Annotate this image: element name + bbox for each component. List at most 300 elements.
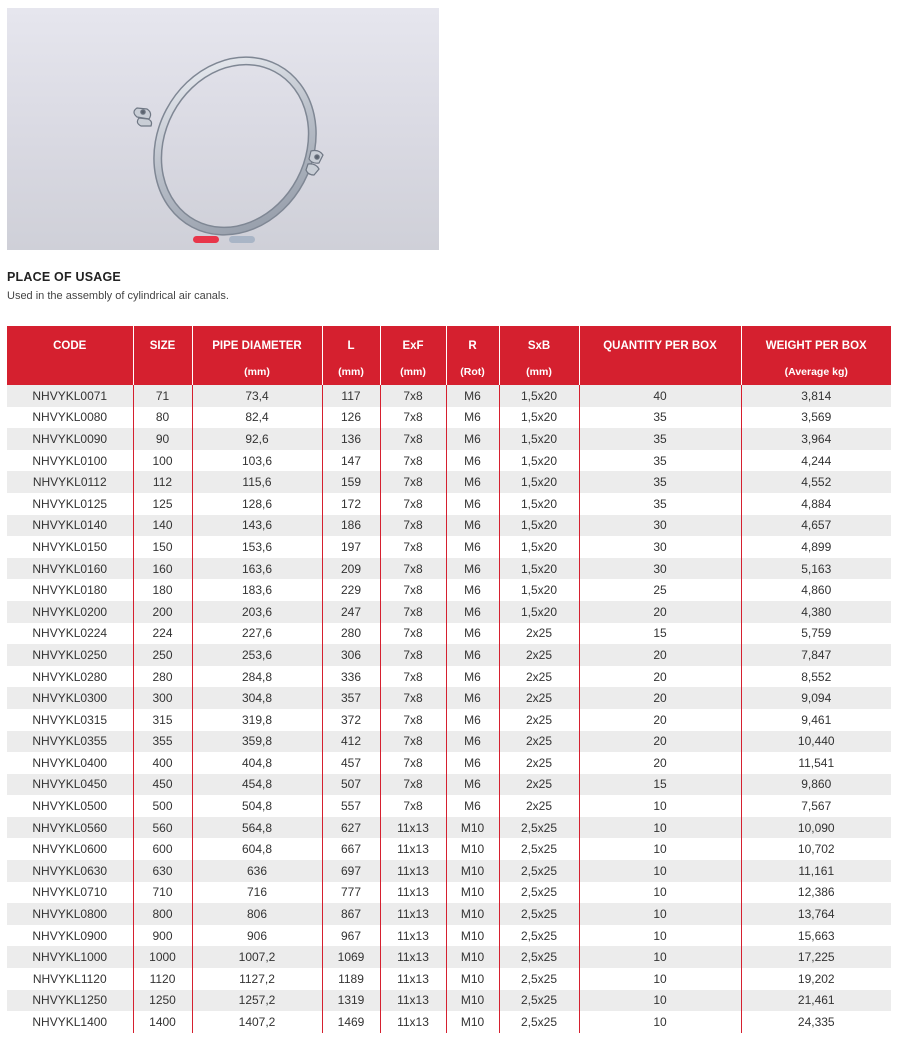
cell-size: 180 xyxy=(133,579,192,601)
cell-weight-per-box: 10,440 xyxy=(741,731,891,753)
cell-exf: 7x8 xyxy=(380,752,446,774)
cell-exf: 11x13 xyxy=(380,817,446,839)
cell-quantity-per-box: 10 xyxy=(579,838,741,860)
header-pipe-diameter: PIPE DIAMETER xyxy=(192,326,322,366)
cell-size: 1120 xyxy=(133,968,192,990)
table-row xyxy=(7,795,891,817)
cell-l: 867 xyxy=(322,903,380,925)
cell-size: 112 xyxy=(133,471,192,493)
cell-code: NHVYKL0150 xyxy=(7,536,133,558)
table-row xyxy=(7,385,891,407)
cell-l: 627 xyxy=(322,817,380,839)
table-header-row xyxy=(7,326,891,366)
usage-description: Used in the assembly of cylindrical air canals. xyxy=(7,290,229,302)
cell-pipe-diameter: 716 xyxy=(192,882,322,904)
cell-size: 400 xyxy=(133,752,192,774)
cell-l: 667 xyxy=(322,838,380,860)
pipe-clamp-illustration xyxy=(7,8,439,250)
cell-code: NHVYKL0071 xyxy=(7,385,133,407)
cell-code: NHVYKL0112 xyxy=(7,471,133,493)
cell-exf: 7x8 xyxy=(380,795,446,817)
table-row xyxy=(7,644,891,666)
cell-exf: 7x8 xyxy=(380,558,446,580)
cell-code: NHVYKL0100 xyxy=(7,450,133,472)
cell-quantity-per-box: 15 xyxy=(579,774,741,796)
cell-r: M6 xyxy=(446,709,499,731)
carousel-indicators xyxy=(7,236,439,246)
table-row xyxy=(7,774,891,796)
cell-sxb: 2x25 xyxy=(499,731,579,753)
cell-exf: 11x13 xyxy=(380,990,446,1012)
table-row xyxy=(7,601,891,623)
cell-sxb: 1,5x20 xyxy=(499,515,579,537)
cell-exf: 7x8 xyxy=(380,666,446,688)
cell-r: M6 xyxy=(446,428,499,450)
cell-l: 336 xyxy=(322,666,380,688)
header-size: SIZE xyxy=(133,326,192,366)
cell-r: M10 xyxy=(446,946,499,968)
cell-quantity-per-box: 10 xyxy=(579,817,741,839)
cell-exf: 7x8 xyxy=(380,644,446,666)
cell-quantity-per-box: 20 xyxy=(579,644,741,666)
cell-r: M10 xyxy=(446,903,499,925)
cell-code: NHVYKL0250 xyxy=(7,644,133,666)
cell-code: NHVYKL0160 xyxy=(7,558,133,580)
cell-l: 557 xyxy=(322,795,380,817)
cell-size: 800 xyxy=(133,903,192,925)
cell-code: NHVYKL0800 xyxy=(7,903,133,925)
cell-code: NHVYKL0080 xyxy=(7,407,133,429)
cell-code: NHVYKL0180 xyxy=(7,579,133,601)
cell-quantity-per-box: 10 xyxy=(579,795,741,817)
cell-l: 357 xyxy=(322,687,380,709)
cell-weight-per-box: 9,860 xyxy=(741,774,891,796)
cell-size: 450 xyxy=(133,774,192,796)
cell-size: 600 xyxy=(133,838,192,860)
cell-sxb: 1,5x20 xyxy=(499,385,579,407)
cell-exf: 7x8 xyxy=(380,493,446,515)
cell-pipe-diameter: 304,8 xyxy=(192,687,322,709)
cell-quantity-per-box: 10 xyxy=(579,882,741,904)
cell-exf: 7x8 xyxy=(380,623,446,645)
cell-pipe-diameter: 128,6 xyxy=(192,493,322,515)
cell-exf: 11x13 xyxy=(380,925,446,947)
cell-r: M10 xyxy=(446,817,499,839)
cell-exf: 7x8 xyxy=(380,407,446,429)
cell-weight-per-box: 15,663 xyxy=(741,925,891,947)
cell-l: 306 xyxy=(322,644,380,666)
cell-weight-per-box: 13,764 xyxy=(741,903,891,925)
table-row xyxy=(7,838,891,860)
cell-code: NHVYKL0355 xyxy=(7,731,133,753)
cell-size: 160 xyxy=(133,558,192,580)
table-row xyxy=(7,817,891,839)
table-row xyxy=(7,968,891,990)
cell-l: 697 xyxy=(322,860,380,882)
cell-pipe-diameter: 82,4 xyxy=(192,407,322,429)
cell-pipe-diameter: 1007,2 xyxy=(192,946,322,968)
cell-sxb: 1,5x20 xyxy=(499,558,579,580)
cell-code: NHVYKL1250 xyxy=(7,990,133,1012)
cell-weight-per-box: 10,090 xyxy=(741,817,891,839)
cell-quantity-per-box: 20 xyxy=(579,709,741,731)
table-body xyxy=(7,385,891,1033)
cell-weight-per-box: 10,702 xyxy=(741,838,891,860)
unit-quantity-per-box xyxy=(579,366,741,385)
cell-sxb: 2x25 xyxy=(499,687,579,709)
cell-quantity-per-box: 35 xyxy=(579,407,741,429)
cell-weight-per-box: 4,899 xyxy=(741,536,891,558)
cell-l: 457 xyxy=(322,752,380,774)
cell-quantity-per-box: 10 xyxy=(579,990,741,1012)
unit-pipe-diameter: (mm) xyxy=(192,366,322,385)
cell-r: M10 xyxy=(446,838,499,860)
unit-r: (Rot) xyxy=(446,366,499,385)
cell-r: M6 xyxy=(446,558,499,580)
cell-exf: 7x8 xyxy=(380,687,446,709)
cell-size: 150 xyxy=(133,536,192,558)
cell-weight-per-box: 21,461 xyxy=(741,990,891,1012)
table-row xyxy=(7,709,891,731)
cell-code: NHVYKL1000 xyxy=(7,946,133,968)
cell-pipe-diameter: 103,6 xyxy=(192,450,322,472)
cell-size: 140 xyxy=(133,515,192,537)
cell-r: M10 xyxy=(446,925,499,947)
cell-quantity-per-box: 30 xyxy=(579,536,741,558)
table-row xyxy=(7,428,891,450)
cell-quantity-per-box: 35 xyxy=(579,471,741,493)
cell-l: 197 xyxy=(322,536,380,558)
cell-exf: 11x13 xyxy=(380,903,446,925)
cell-r: M6 xyxy=(446,450,499,472)
cell-r: M6 xyxy=(446,407,499,429)
cell-size: 125 xyxy=(133,493,192,515)
cell-exf: 7x8 xyxy=(380,536,446,558)
cell-l: 1189 xyxy=(322,968,380,990)
cell-l: 967 xyxy=(322,925,380,947)
cell-pipe-diameter: 1127,2 xyxy=(192,968,322,990)
cell-size: 355 xyxy=(133,731,192,753)
cell-size: 250 xyxy=(133,644,192,666)
cell-weight-per-box: 4,884 xyxy=(741,493,891,515)
cell-size: 630 xyxy=(133,860,192,882)
header-sxb: SxB xyxy=(499,326,579,366)
table-row xyxy=(7,946,891,968)
cell-sxb: 1,5x20 xyxy=(499,493,579,515)
table-row xyxy=(7,687,891,709)
cell-pipe-diameter: 1257,2 xyxy=(192,990,322,1012)
header-r: R xyxy=(446,326,499,366)
cell-pipe-diameter: 564,8 xyxy=(192,817,322,839)
cell-r: M6 xyxy=(446,752,499,774)
cell-exf: 7x8 xyxy=(380,579,446,601)
cell-code: NHVYKL0630 xyxy=(7,860,133,882)
cell-exf: 7x8 xyxy=(380,601,446,623)
cell-code: NHVYKL0500 xyxy=(7,795,133,817)
table-row xyxy=(7,666,891,688)
cell-l: 247 xyxy=(322,601,380,623)
cell-l: 777 xyxy=(322,882,380,904)
cell-exf: 7x8 xyxy=(380,450,446,472)
clamp-lug-left xyxy=(134,108,152,126)
cell-sxb: 2,5x25 xyxy=(499,860,579,882)
cell-weight-per-box: 19,202 xyxy=(741,968,891,990)
unit-weight-per-box: (Average kg) xyxy=(741,366,891,385)
cell-l: 126 xyxy=(322,407,380,429)
cell-pipe-diameter: 203,6 xyxy=(192,601,322,623)
table-row xyxy=(7,1011,891,1033)
cell-l: 507 xyxy=(322,774,380,796)
cell-r: M6 xyxy=(446,795,499,817)
cell-weight-per-box: 5,163 xyxy=(741,558,891,580)
cell-l: 209 xyxy=(322,558,380,580)
cell-weight-per-box: 3,964 xyxy=(741,428,891,450)
cell-sxb: 2x25 xyxy=(499,774,579,796)
cell-pipe-diameter: 73,4 xyxy=(192,385,322,407)
cell-quantity-per-box: 10 xyxy=(579,1011,741,1033)
cell-sxb: 1,5x20 xyxy=(499,579,579,601)
cell-r: M6 xyxy=(446,623,499,645)
cell-weight-per-box: 12,386 xyxy=(741,882,891,904)
cell-sxb: 2,5x25 xyxy=(499,838,579,860)
cell-size: 900 xyxy=(133,925,192,947)
cell-weight-per-box: 11,161 xyxy=(741,860,891,882)
cell-pipe-diameter: 504,8 xyxy=(192,795,322,817)
cell-code: NHVYKL0710 xyxy=(7,882,133,904)
cell-code: NHVYKL0200 xyxy=(7,601,133,623)
cell-size: 80 xyxy=(133,407,192,429)
cell-size: 100 xyxy=(133,450,192,472)
cell-r: M6 xyxy=(446,601,499,623)
table-row xyxy=(7,752,891,774)
cell-quantity-per-box: 30 xyxy=(579,558,741,580)
cell-weight-per-box: 8,552 xyxy=(741,666,891,688)
cell-quantity-per-box: 10 xyxy=(579,860,741,882)
cell-exf: 11x13 xyxy=(380,838,446,860)
cell-quantity-per-box: 10 xyxy=(579,968,741,990)
unit-sxb: (mm) xyxy=(499,366,579,385)
cell-weight-per-box: 9,094 xyxy=(741,687,891,709)
cell-pipe-diameter: 163,6 xyxy=(192,558,322,580)
cell-l: 229 xyxy=(322,579,380,601)
carousel-dot-active[interactable] xyxy=(193,236,219,243)
cell-r: M10 xyxy=(446,1011,499,1033)
cell-r: M6 xyxy=(446,774,499,796)
cell-r: M6 xyxy=(446,515,499,537)
cell-sxb: 2x25 xyxy=(499,644,579,666)
cell-exf: 11x13 xyxy=(380,946,446,968)
cell-exf: 7x8 xyxy=(380,385,446,407)
cell-pipe-diameter: 604,8 xyxy=(192,838,322,860)
cell-l: 159 xyxy=(322,471,380,493)
cell-size: 1250 xyxy=(133,990,192,1012)
table-row xyxy=(7,925,891,947)
cell-r: M6 xyxy=(446,731,499,753)
table-row xyxy=(7,882,891,904)
cell-pipe-diameter: 454,8 xyxy=(192,774,322,796)
cell-code: NHVYKL0140 xyxy=(7,515,133,537)
header-code: CODE xyxy=(7,326,133,366)
cell-sxb: 1,5x20 xyxy=(499,407,579,429)
cell-r: M10 xyxy=(446,968,499,990)
cell-weight-per-box: 4,244 xyxy=(741,450,891,472)
cell-weight-per-box: 24,335 xyxy=(741,1011,891,1033)
header-exf: ExF xyxy=(380,326,446,366)
cell-quantity-per-box: 20 xyxy=(579,687,741,709)
cell-exf: 11x13 xyxy=(380,860,446,882)
table-row xyxy=(7,731,891,753)
cell-pipe-diameter: 183,6 xyxy=(192,579,322,601)
cell-l: 172 xyxy=(322,493,380,515)
cell-quantity-per-box: 20 xyxy=(579,752,741,774)
cell-r: M10 xyxy=(446,882,499,904)
cell-l: 186 xyxy=(322,515,380,537)
cell-weight-per-box: 7,847 xyxy=(741,644,891,666)
usage-title: PLACE OF USAGE xyxy=(7,270,121,284)
cell-l: 412 xyxy=(322,731,380,753)
cell-sxb: 2,5x25 xyxy=(499,946,579,968)
cell-r: M6 xyxy=(446,536,499,558)
cell-size: 280 xyxy=(133,666,192,688)
unit-size xyxy=(133,366,192,385)
cell-sxb: 1,5x20 xyxy=(499,536,579,558)
cell-exf: 7x8 xyxy=(380,515,446,537)
cell-r: M6 xyxy=(446,385,499,407)
cell-sxb: 1,5x20 xyxy=(499,428,579,450)
cell-code: NHVYKL0315 xyxy=(7,709,133,731)
cell-exf: 7x8 xyxy=(380,731,446,753)
cell-sxb: 2x25 xyxy=(499,752,579,774)
cell-quantity-per-box: 20 xyxy=(579,731,741,753)
cell-r: M10 xyxy=(446,860,499,882)
table-row xyxy=(7,558,891,580)
cell-weight-per-box: 5,759 xyxy=(741,623,891,645)
cell-code: NHVYKL0900 xyxy=(7,925,133,947)
table-row xyxy=(7,450,891,472)
cell-sxb: 1,5x20 xyxy=(499,601,579,623)
cell-quantity-per-box: 10 xyxy=(579,903,741,925)
cell-pipe-diameter: 227,6 xyxy=(192,623,322,645)
cell-weight-per-box: 3,814 xyxy=(741,385,891,407)
cell-pipe-diameter: 284,8 xyxy=(192,666,322,688)
cell-sxb: 2,5x25 xyxy=(499,968,579,990)
table-row xyxy=(7,903,891,925)
cell-l: 372 xyxy=(322,709,380,731)
product-image xyxy=(7,8,439,250)
cell-l: 1469 xyxy=(322,1011,380,1033)
cell-l: 280 xyxy=(322,623,380,645)
cell-quantity-per-box: 15 xyxy=(579,623,741,645)
cell-l: 136 xyxy=(322,428,380,450)
cell-code: NHVYKL0300 xyxy=(7,687,133,709)
table-row xyxy=(7,990,891,1012)
cell-code: NHVYKL0090 xyxy=(7,428,133,450)
cell-size: 300 xyxy=(133,687,192,709)
cell-pipe-diameter: 92,6 xyxy=(192,428,322,450)
table-row xyxy=(7,515,891,537)
cell-l: 117 xyxy=(322,385,380,407)
cell-weight-per-box: 17,225 xyxy=(741,946,891,968)
cell-code: NHVYKL0600 xyxy=(7,838,133,860)
header-quantity-per-box: QUANTITY PER BOX xyxy=(579,326,741,366)
cell-size: 90 xyxy=(133,428,192,450)
cell-size: 224 xyxy=(133,623,192,645)
cell-quantity-per-box: 20 xyxy=(579,601,741,623)
table-row xyxy=(7,493,891,515)
cell-quantity-per-box: 10 xyxy=(579,946,741,968)
cell-quantity-per-box: 35 xyxy=(579,428,741,450)
cell-pipe-diameter: 143,6 xyxy=(192,515,322,537)
unit-exf: (mm) xyxy=(380,366,446,385)
table-row xyxy=(7,471,891,493)
table-row xyxy=(7,623,891,645)
cell-weight-per-box: 7,567 xyxy=(741,795,891,817)
cell-weight-per-box: 4,860 xyxy=(741,579,891,601)
cell-code: NHVYKL1400 xyxy=(7,1011,133,1033)
cell-quantity-per-box: 10 xyxy=(579,925,741,947)
cell-size: 1400 xyxy=(133,1011,192,1033)
table-row xyxy=(7,407,891,429)
header-l: L xyxy=(322,326,380,366)
cell-exf: 11x13 xyxy=(380,968,446,990)
cell-exf: 7x8 xyxy=(380,471,446,493)
cell-exf: 7x8 xyxy=(380,428,446,450)
unit-l: (mm) xyxy=(322,366,380,385)
cell-sxb: 1,5x20 xyxy=(499,471,579,493)
cell-sxb: 2x25 xyxy=(499,623,579,645)
cell-pipe-diameter: 636 xyxy=(192,860,322,882)
cell-quantity-per-box: 35 xyxy=(579,450,741,472)
cell-r: M6 xyxy=(446,579,499,601)
cell-code: NHVYKL1120 xyxy=(7,968,133,990)
cell-exf: 7x8 xyxy=(380,774,446,796)
cell-l: 147 xyxy=(322,450,380,472)
product-spec-table xyxy=(7,326,891,1033)
cell-code: NHVYKL0280 xyxy=(7,666,133,688)
table-units-row xyxy=(7,366,891,385)
cell-l: 1319 xyxy=(322,990,380,1012)
cell-quantity-per-box: 30 xyxy=(579,515,741,537)
cell-sxb: 2,5x25 xyxy=(499,990,579,1012)
cell-l: 1069 xyxy=(322,946,380,968)
cell-r: M6 xyxy=(446,687,499,709)
table-row xyxy=(7,860,891,882)
cell-code: NHVYKL0450 xyxy=(7,774,133,796)
cell-size: 71 xyxy=(133,385,192,407)
cell-pipe-diameter: 806 xyxy=(192,903,322,925)
cell-size: 500 xyxy=(133,795,192,817)
cell-pipe-diameter: 115,6 xyxy=(192,471,322,493)
cell-code: NHVYKL0125 xyxy=(7,493,133,515)
carousel-dot[interactable] xyxy=(229,236,255,243)
cell-exf: 11x13 xyxy=(380,1011,446,1033)
cell-quantity-per-box: 25 xyxy=(579,579,741,601)
cell-sxb: 2x25 xyxy=(499,795,579,817)
cell-quantity-per-box: 35 xyxy=(579,493,741,515)
cell-sxb: 2,5x25 xyxy=(499,1011,579,1033)
table-row xyxy=(7,536,891,558)
cell-r: M6 xyxy=(446,666,499,688)
cell-r: M6 xyxy=(446,493,499,515)
cell-pipe-diameter: 1407,2 xyxy=(192,1011,322,1033)
cell-sxb: 2,5x25 xyxy=(499,925,579,947)
cell-code: NHVYKL0224 xyxy=(7,623,133,645)
cell-sxb: 2,5x25 xyxy=(499,817,579,839)
cell-sxb: 2x25 xyxy=(499,709,579,731)
cell-weight-per-box: 4,657 xyxy=(741,515,891,537)
cell-size: 315 xyxy=(133,709,192,731)
cell-r: M6 xyxy=(446,644,499,666)
